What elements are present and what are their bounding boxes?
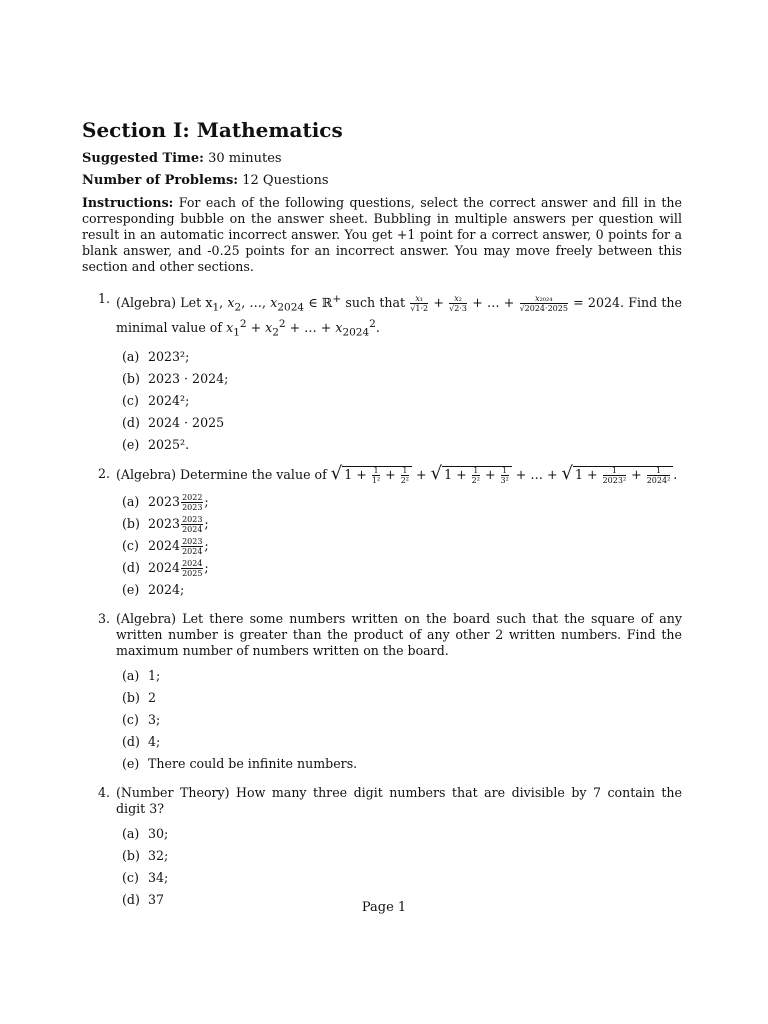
answer-option[interactable]: (d) 4; [122,734,161,750]
answer-option[interactable]: (a) 1; [122,668,161,684]
question-number: 3. [98,611,111,627]
suggested-time-value: 30 minutes [208,151,282,166]
suggested-time [82,151,682,166]
question-1 [82,291,682,340]
question-4-options [82,823,682,911]
question-1-options [82,346,682,456]
question-number: 1. [98,291,111,306]
answer-option[interactable]: (a) 2023²; [122,349,190,365]
answer-option[interactable]: (b) 2023 · 2024; [122,371,229,387]
suggested-time-label: Suggested Time: [82,151,204,166]
answer-option[interactable]: (b) 2023 $\frac{2023}{2024}$ ; [122,515,209,535]
question-2 [82,463,682,486]
fraction: $\frac{\text{x₂₀₂₄}}{√2024\cdot 2025}$ [519,294,568,314]
question-text: (Algebra) Let $x_1$, $x_2$, …, $x_{2024}$ ∈ ℝ+ such that $\frac{\text{x₁}}{√1\cdot 2}$ + $\frac{\text{x₂}}{√2\cdot 3}$ + … + $\frac{\text{x₂₀₂₄}}{√2024\cdot 2025}$ = 2024. Find the minimal value of $x_1^2 + x_2^2$ + … + $x_{2024}^2$. [116,293,682,339]
answer-option[interactable]: (c) 2024²; [122,393,190,409]
fraction: $\frac{\text{x₁}}{√1\cdot 2}$ [410,294,429,314]
answer-option[interactable]: (c) 2024 $\frac{2023}{2024}$ ; [122,537,209,557]
answer-option[interactable]: (e) There could be infinite numbers. [122,756,358,772]
question-4 [82,785,682,817]
fraction: $\frac{\text{x₂}}{√2\cdot 3}$ [449,294,467,314]
question-3 [82,611,682,659]
question-text: (Algebra) Let there some numbers written on the board such that the square of any written number is greater than the product of any other 2 written numbers. Find the maximum number of numbers written on the board. [116,611,682,659]
answer-option[interactable]: (d) 2024 $\frac{2024}{2025}$ ; [122,559,209,579]
question-text: (Number Theory) How many three digit numbers that are divisible by 7 contain the digit 3? [116,785,682,817]
section-title: Section I: Mathematics [82,118,343,142]
question-number: 2. [98,466,111,482]
page-number: Page 1 [361,900,407,915]
question-text: (Algebra) Determine the value of √ 1 + $\frac{1}{\text{1²}}$ + $\frac{1}{\text{2²}}$ + √ 1 + $\frac{1}{\text{2²}}$ + $\frac{1}{\text{3²}}$ + … + √ 1 + $\frac{1}{\text{2023²}}$ + $\frac{1}{\text{2024²}}$ . [116,463,678,486]
answer-option[interactable]: (e) 2024; [122,582,185,598]
number-of-problems [82,173,682,188]
instructions [82,195,682,275]
question-3-options [82,665,682,775]
answer-option[interactable]: (a) 30; [122,826,169,842]
answer-option[interactable]: (d) 37 [122,892,165,908]
question-2-options [82,491,682,601]
exam-page [82,118,682,921]
answer-option[interactable]: (a) 2023 $\frac{2022}{2023}$ ; [122,493,209,513]
question-number: 4. [98,785,111,801]
answer-option[interactable]: (c) 34; [122,870,169,886]
instructions-text: For each of the following questions, select the correct answer and fill in the corresponding bubble on the answer sheet. Bubbling in multiple answers per question will result in an automatic incorrect answer. You get +1 point for a correct answer, 0 points for a blank answer, and -0.25 points for an incorrect answer. You may move freely between this section and other sections. [82,195,682,274]
instructions-label: Instructions: [82,195,174,210]
answer-option[interactable]: (e) 2025². [122,437,190,453]
answer-option[interactable]: (b) 2 [122,690,157,706]
number-of-problems-label: Number of Problems: [82,173,239,188]
answer-option[interactable]: (d) 2024 · 2025 [122,415,225,431]
answer-option[interactable]: (b) 32; [122,848,169,864]
number-of-problems-value: 12 Questions [242,173,329,188]
answer-option[interactable]: (c) 3; [122,712,161,728]
